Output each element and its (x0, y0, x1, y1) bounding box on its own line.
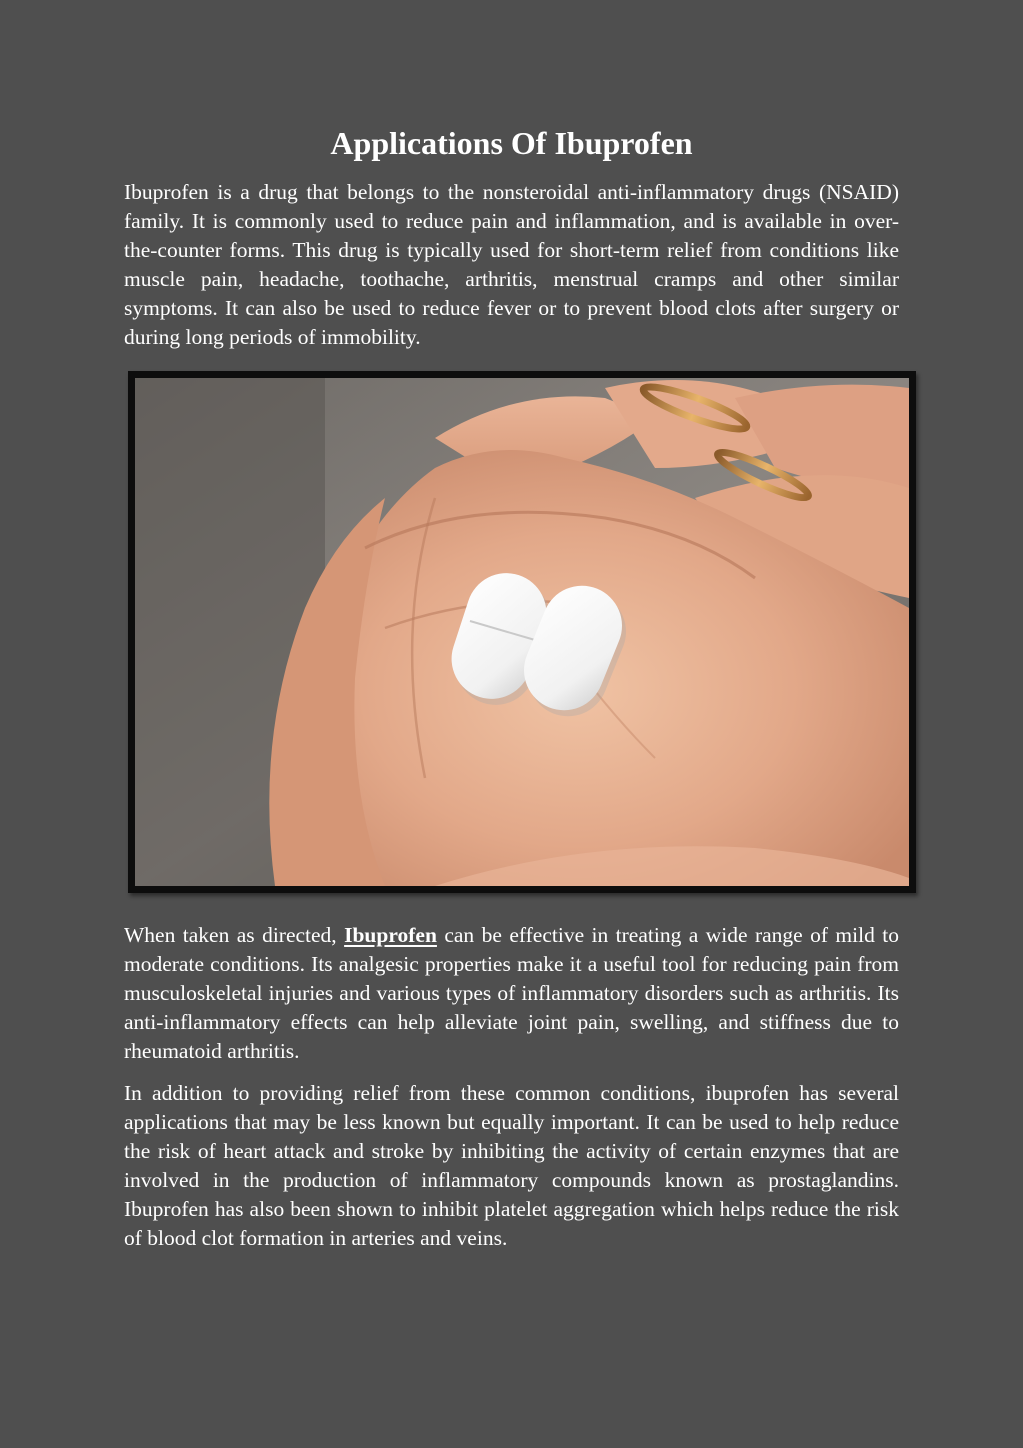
effects-text-after: can be effective in treating a wide range of mild to moderate conditions. Its analgesic properties make it a useful tool for reducing pain from musculoskeletal injuries and various types of inflammatory disorders such as arthritis. Its anti-inflammatory effects can help alleviate joint pain, swelling, and stiffness due to rheumatoid arthritis. (124, 923, 900, 1063)
page-title: Applications Of Ibuprofen (330, 125, 693, 161)
intro-paragraph: Ibuprofen is a drug that belongs to the nonsteroidal anti-inflammatory drugs (NSAID) family. It is commonly used to reduce pain and inflammation, and is available in over-the-counter forms. This drug is typically used for short-term relief from conditions like muscle pain, headache, toothache, arthritis, menstrual cramps and other similar symptoms. It can also be used to reduce fever or to prevent blood clots after surgery or during long periods of immobility. (124, 180, 899, 349)
ibuprofen-link[interactable]: Ibuprofen (344, 923, 437, 947)
photo-illustration (135, 378, 909, 886)
hand-with-pills-photo (128, 371, 916, 893)
applications-paragraph: In addition to providing relief from these common conditions, ibuprofen has several applications that may be less known but equally important. It can be used to help reduce the risk of heart attack and stroke by inhibiting the activity of certain enzymes that are involved in the production of inflammatory compounds known as prostaglandins. Ibuprofen has also been shown to inhibit platelet aggregation which helps reduce the risk of blood clot formation in arteries and veins. (124, 1081, 899, 1250)
effects-paragraph (124, 921, 899, 1066)
effects-text-before: When taken as directed, (124, 923, 345, 947)
